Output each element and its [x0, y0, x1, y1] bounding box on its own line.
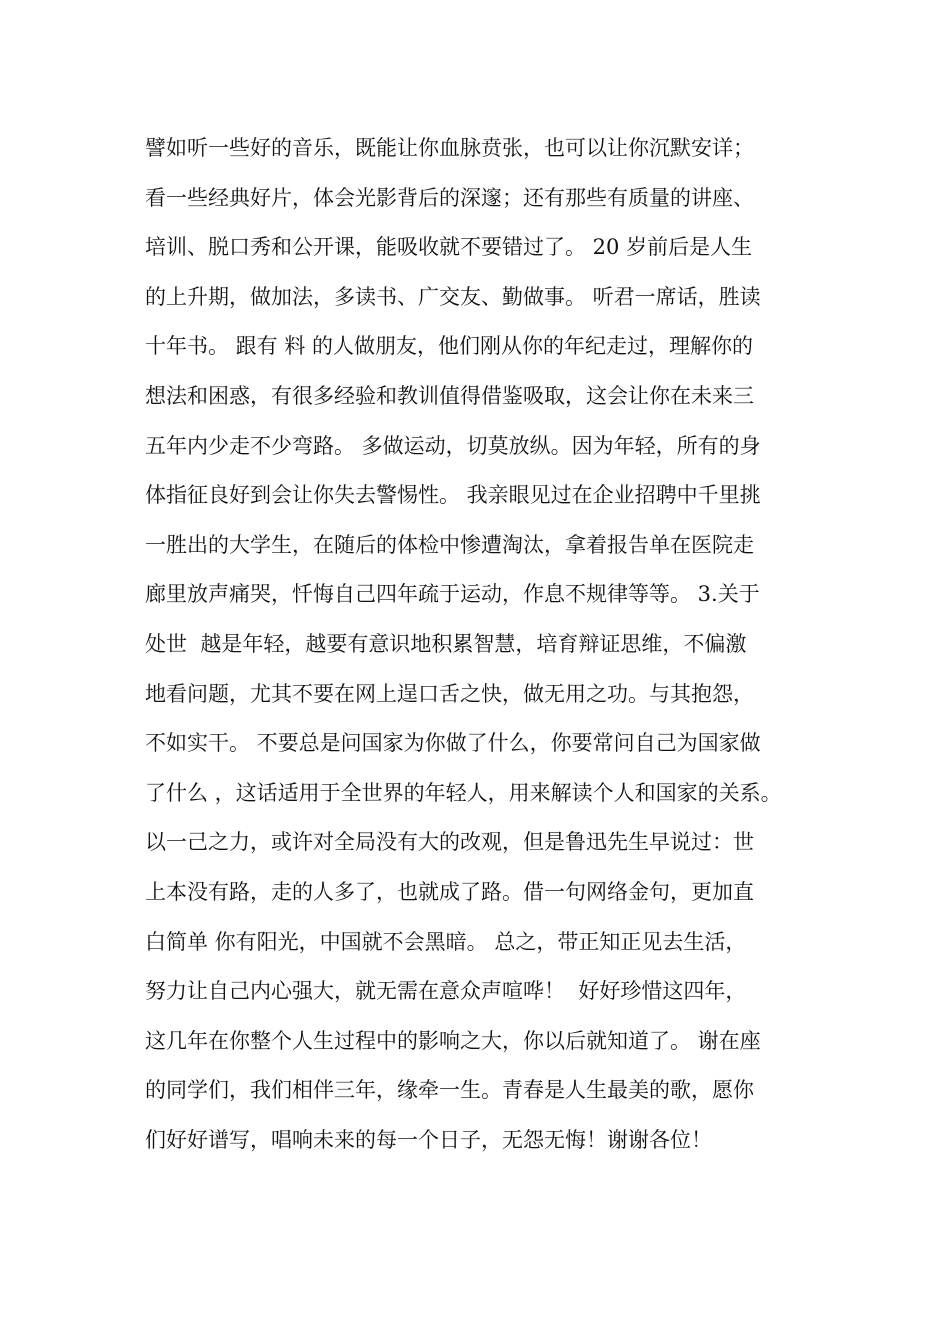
text-line: 白简单 你有阳光，中国就不会黑暗。 总之，带正知正见去生活，	[145, 929, 747, 954]
text-line: 譬如听一些好的音乐，既能让你血脉贲张，也可以让你沉默安详；	[145, 136, 754, 160]
text-line: 以一己之力，或许对全局没有大的改观，但是鲁迅先生早说过：世	[145, 830, 754, 855]
text-line: 地看问题，尤其不要在网上逞口舌之快，做无用之功。与其抱怨，	[145, 681, 754, 706]
text-line: 十年书。 跟有 料 的人做朋友，他们刚从你的年纪走过，理解你的	[145, 334, 754, 359]
text-line: 想法和困惑，有很多经验和教训值得借鉴吸取，这会让你在未来三	[145, 383, 754, 408]
text-line: 培训、脱口秀和公开课，能吸收就不要错过了。 20 岁前后是人生	[145, 235, 753, 260]
text-line: 廊里放声痛哭，忏悔自己四年疏于运动，作息不规律等等。 3.关于	[145, 582, 760, 607]
text-line: 五年内少走不少弯路。 多做运动，切莫放纵。因为年轻，所有的身	[145, 433, 761, 458]
text-line: 这几年在你整个人生过程中的影响之大，你以后就知道了。 谢在座	[145, 1028, 761, 1053]
body-text	[145, 130, 845, 1171]
text-line: 的同学们，我们相伴三年，缘牵一生。青春是人生最美的歌，愿你	[145, 1078, 754, 1103]
text-line: 的上升期，做加法，多读书、广交友、勤做事。 听君一席话，胜读	[145, 284, 761, 309]
text-line: 努力让自己内心强大，就无需在意众声喧哗！ 好好珍惜这四年，	[145, 979, 747, 1004]
text-line: 体指征良好到会让你失去警惕性。 我亲眼见过在企业招聘中千里挑	[145, 483, 761, 508]
text-line: 看一些经典好片，体会光影背后的深邃；还有那些有质量的讲座、	[145, 185, 754, 210]
text-line: 一胜出的大学生，在随后的体检中惨遭淘汰，拿着报告单在医院走	[145, 532, 754, 557]
text-line: 不如实干。 不要总是问国家为你做了什么，你要常问自己为国家做	[145, 731, 761, 756]
text-line: 上本没有路，走的人多了，也就成了路。借一句网络金句，更加直	[145, 879, 754, 904]
text-line: 处世 越是年轻，越要有意识地积累智慧，培育辩证思维，不偏激	[145, 631, 747, 656]
text-line: 了什么 ，这话适用于全世界的年轻人，用来解读个人和国家的关系。	[145, 780, 782, 805]
text-line: 们好好谱写，唱响未来的每一个日子，无怨无悔！谢谢各位！	[145, 1127, 712, 1152]
